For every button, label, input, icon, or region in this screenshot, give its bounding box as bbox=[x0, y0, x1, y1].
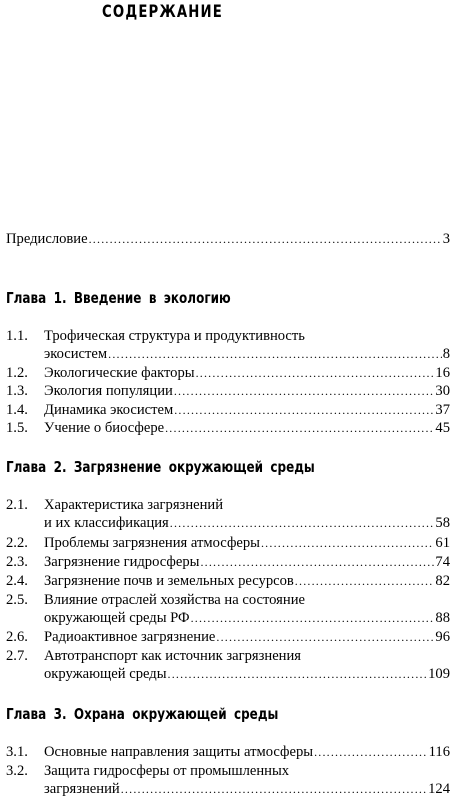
leader-dots bbox=[165, 419, 434, 437]
toc-page-number: 58 bbox=[435, 515, 450, 531]
chapter-heading-2: Глава 2. Загрязнение окружающей среды bbox=[6, 458, 315, 476]
toc-entry-text-line1: Автотранспорт как источник загрязнения bbox=[44, 648, 302, 664]
toc-page-number: 96 bbox=[435, 629, 450, 645]
chapter-heading-3: Глава 3. Охрана окружающей среды bbox=[6, 705, 279, 723]
toc-entry-text-line1: Характеристика загрязнений bbox=[44, 497, 224, 513]
leader-dots bbox=[295, 572, 435, 590]
toc-entry-text: Динамика экосистем bbox=[44, 402, 174, 418]
toc-entry-number: 2.3. bbox=[6, 554, 28, 570]
toc-entry-number: 1.5. bbox=[6, 420, 28, 436]
leader-dots bbox=[216, 628, 434, 646]
toc-entry-number: 2.5. bbox=[6, 592, 28, 608]
leader-dots bbox=[174, 401, 434, 419]
leader-dots bbox=[314, 743, 428, 761]
toc-page-number: 3 bbox=[442, 231, 450, 247]
toc-entry-text: Учение о биосфере bbox=[44, 420, 165, 436]
toc-entry-text: Экологические факторы bbox=[44, 365, 195, 381]
toc-entry-text: окружающей среды РФ bbox=[44, 610, 190, 626]
toc-page-number: 16 bbox=[435, 365, 450, 381]
toc-page-number: 82 bbox=[435, 573, 450, 589]
toc-entry-text: Загрязнение почв и земельных ресурсов bbox=[44, 573, 294, 589]
toc-entry-number: 1.4. bbox=[6, 402, 28, 418]
leader-dots bbox=[89, 230, 442, 248]
toc-entry-text: экосистем bbox=[44, 346, 108, 362]
toc-entry-text: Предисловие bbox=[6, 231, 88, 247]
toc-page-number: 8 bbox=[442, 346, 450, 362]
toc-page-number: 61 bbox=[435, 535, 450, 551]
toc-entry-number: 1.2. bbox=[6, 365, 28, 381]
toc-entry-number: 2.6. bbox=[6, 629, 28, 645]
toc-entry-text-line1: Трофическая структура и продуктивность bbox=[44, 328, 305, 344]
toc-page-number: 109 bbox=[428, 666, 450, 682]
toc-entry-number: 2.1. bbox=[6, 497, 28, 513]
toc-page-number: 74 bbox=[435, 554, 450, 570]
toc-page-number: 45 bbox=[435, 420, 450, 436]
leader-dots bbox=[261, 534, 434, 552]
toc-entry-number: 2.2. bbox=[6, 535, 28, 551]
toc-entry-number: 3.1. bbox=[6, 744, 28, 760]
toc-entry-text: загрязнений bbox=[44, 781, 120, 797]
toc-entry-text: Загрязнение гидросферы bbox=[44, 554, 200, 570]
leader-dots bbox=[196, 364, 435, 382]
toc-entry-text: окружающей среды bbox=[44, 666, 167, 682]
leader-dots bbox=[170, 514, 435, 532]
toc-page-number: 116 bbox=[428, 744, 450, 760]
leader-dots bbox=[168, 665, 428, 683]
toc-entry-number: 2.7. bbox=[6, 648, 28, 664]
toc-entry-text: Проблемы загрязнения атмосферы bbox=[44, 535, 260, 551]
toc-entry-text: Радиоактивное загрязнение bbox=[44, 629, 216, 645]
toc-page-number: 30 bbox=[435, 383, 450, 399]
page-title: СОДЕРЖАНИЕ bbox=[102, 2, 224, 22]
toc-entry-text-line1: Влияние отраслей хозяйства на состояние bbox=[44, 592, 305, 608]
toc-page-number: 88 bbox=[435, 610, 450, 626]
leader-dots bbox=[200, 553, 434, 571]
toc-entry-number: 1.3. bbox=[6, 383, 28, 399]
toc-entry-text: Основные направления защиты атмосферы bbox=[44, 744, 314, 760]
leader-dots bbox=[174, 382, 435, 400]
toc-entry-number: 1.1. bbox=[6, 328, 28, 344]
toc-entry-text: Экология популяции bbox=[44, 383, 173, 399]
toc-entry-number: 3.2. bbox=[6, 763, 28, 779]
toc-entry-number: 2.4. bbox=[6, 573, 28, 589]
toc-page-number: 37 bbox=[435, 402, 450, 418]
leader-dots bbox=[108, 345, 442, 363]
toc-page-number: 124 bbox=[428, 781, 450, 797]
leader-dots bbox=[121, 780, 427, 798]
leader-dots bbox=[191, 609, 435, 627]
toc-entry-text-line1: Защита гидросферы от промышленных bbox=[44, 763, 290, 779]
chapter-heading-1: Глава 1. Введение в экологию bbox=[6, 289, 231, 307]
toc-entry-text: и их классификация bbox=[44, 515, 169, 531]
